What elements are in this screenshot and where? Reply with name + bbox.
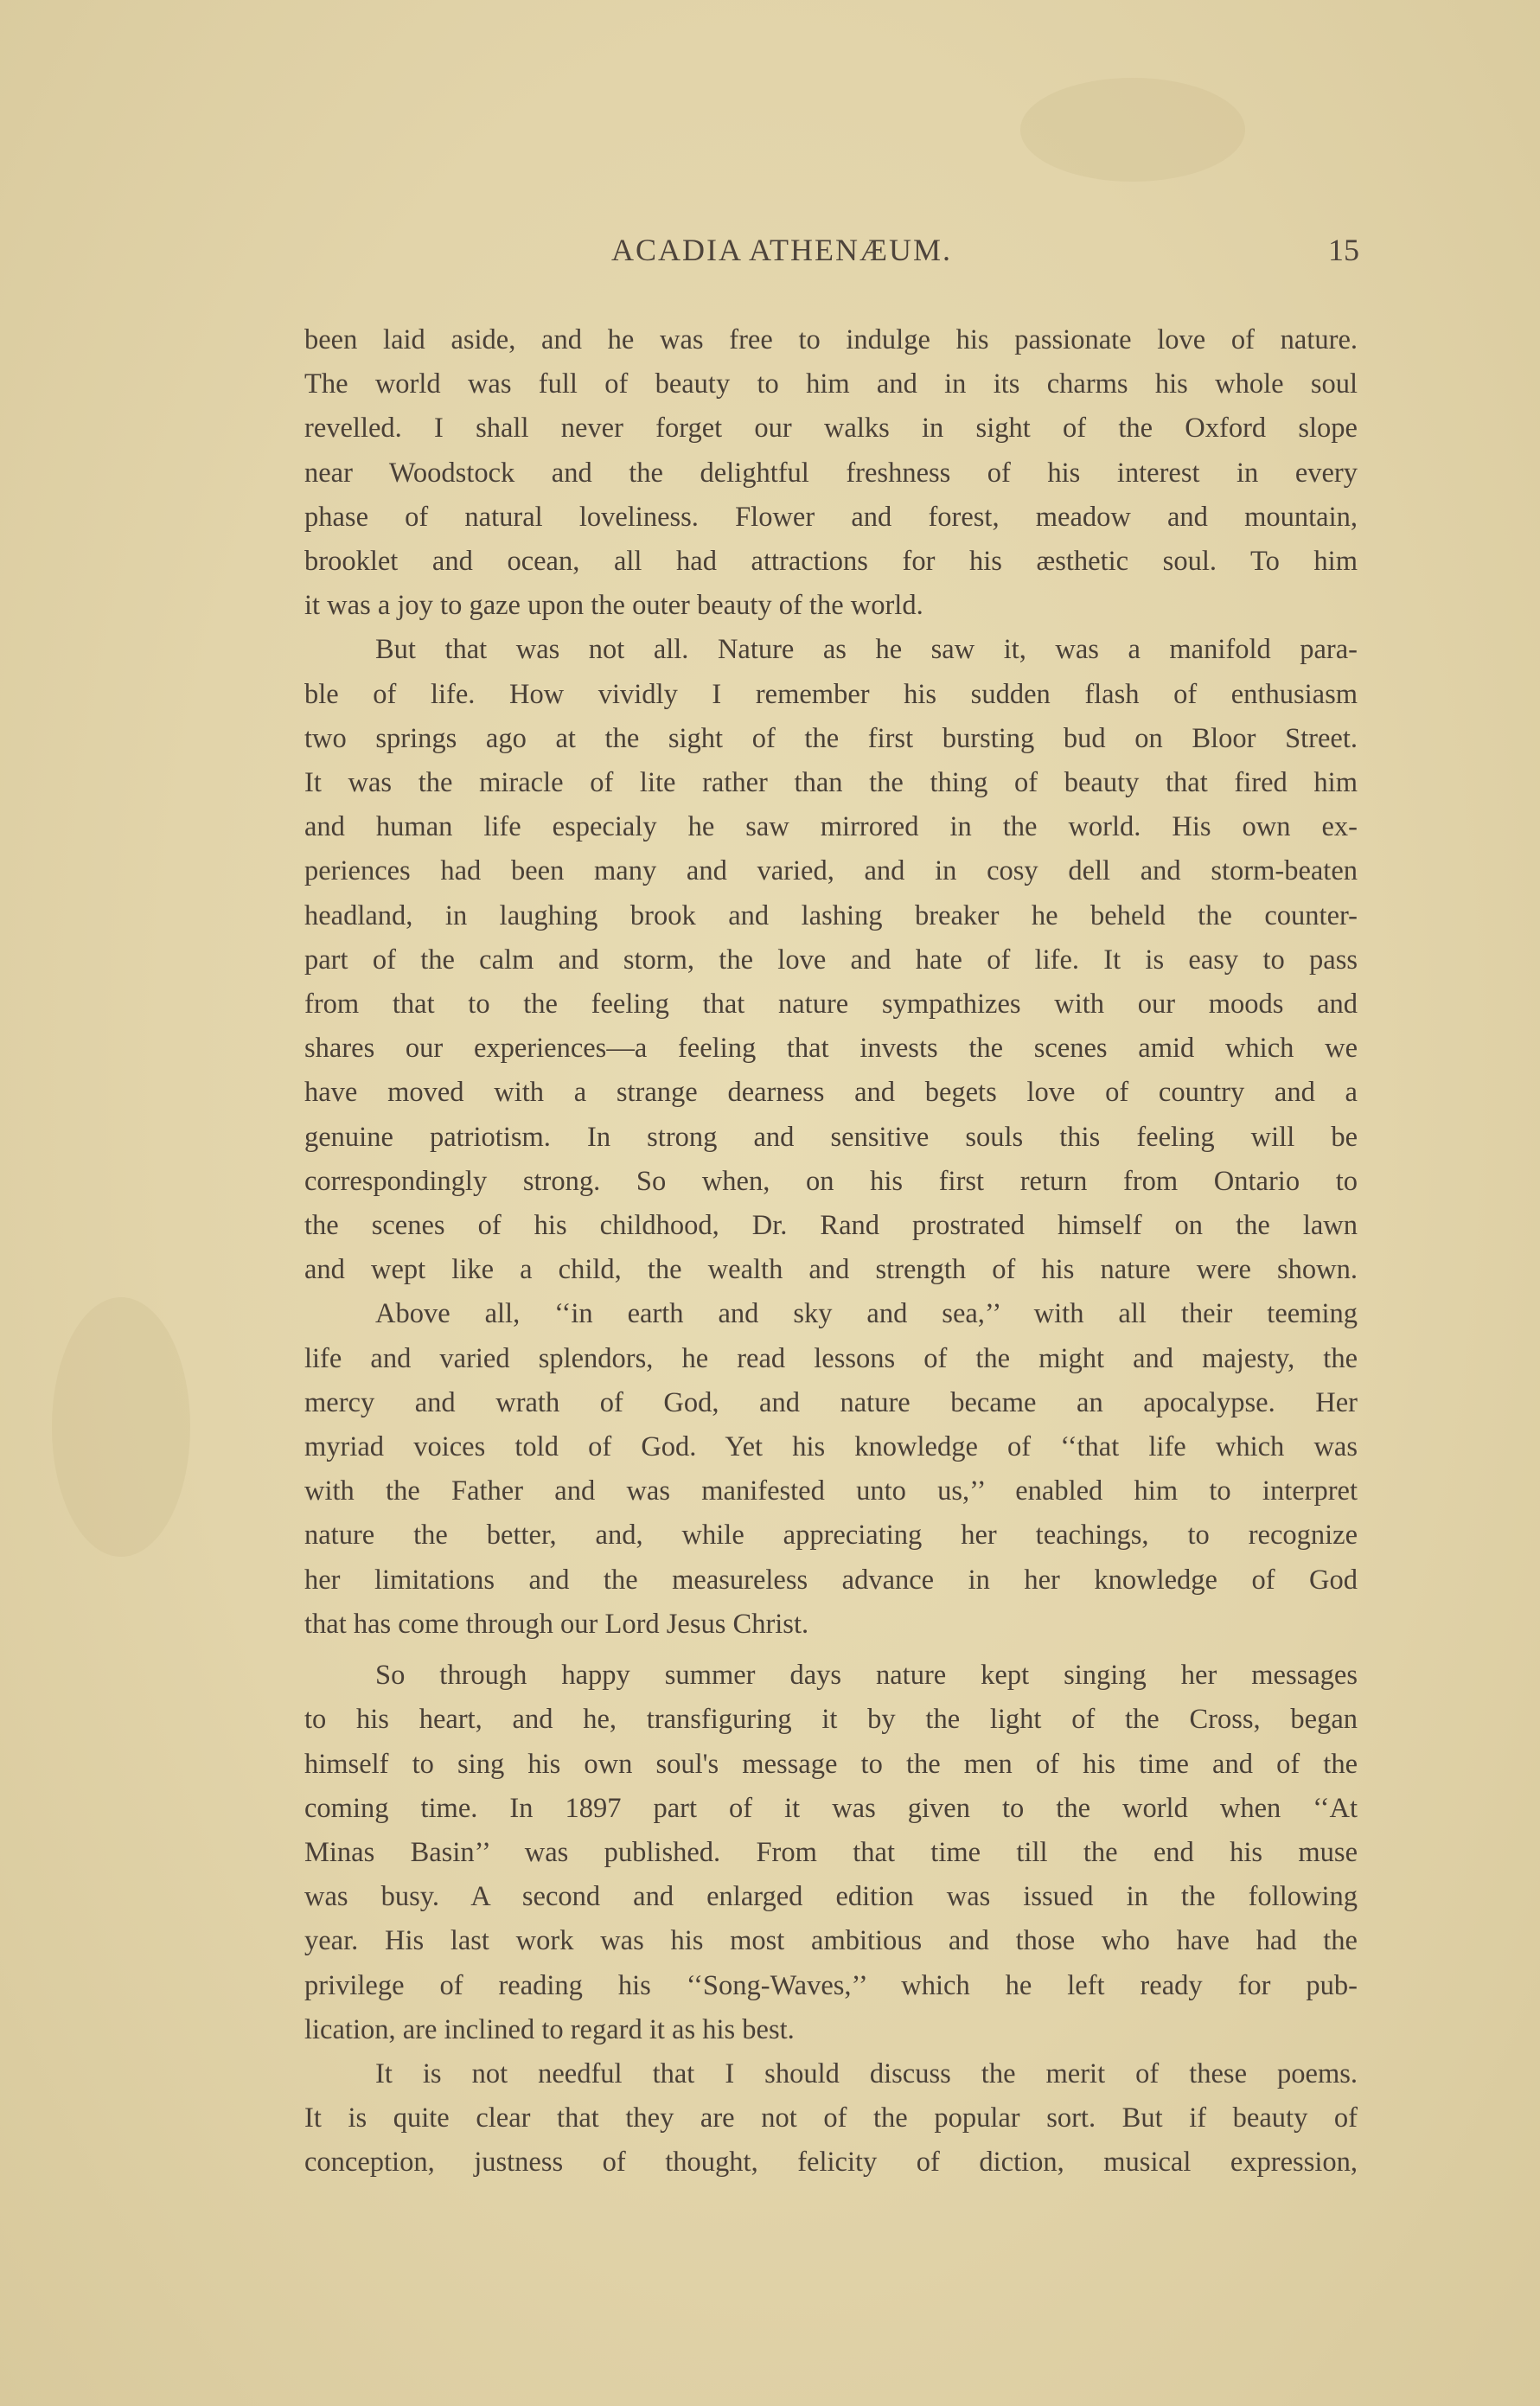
text-line: it was a joy to gaze upon the outer beauty of the world. [304, 590, 923, 622]
text-line: revelled. I shall never forget our walks in sight of the Oxford slope [304, 413, 1358, 445]
text-line: periences had been many and varied, and in cosy dell and storm-beaten [304, 855, 1358, 887]
text-line: near Woodstock and the delightful freshness of his interest in every [304, 457, 1358, 489]
text-line: It is not needful that I should discuss the merit of these poems. [375, 2057, 1358, 2089]
running-head [304, 232, 1359, 275]
paragraph [304, 2052, 1358, 2185]
text-line: and human life especialy he saw mirrored in the world. His own ex- [304, 811, 1358, 843]
text-line: with the Father and was manifested unto us,’’ enabled him to interpret [304, 1475, 1358, 1507]
text-line: from that to the feeling that nature sympathizes with our moods and [304, 989, 1358, 1021]
text-line: life and varied splendors, he read lessons of the might and majesty, the [304, 1342, 1358, 1374]
page-number: 15 [1328, 233, 1359, 267]
paragraph [304, 1292, 1358, 1647]
text-line: lication, are inclined to regard it as his best. [304, 2013, 795, 2045]
text-line: brooklet and ocean, all had attractions for his æsthetic soul. To him [304, 546, 1358, 578]
text-line: her limitations and the measureless advance in her knowledge of God [304, 1564, 1358, 1596]
text-line: correspondingly strong. So when, on his first return from Ontario to [304, 1165, 1358, 1197]
text-line: conception, justness of thought, felicity of diction, musical expression, [304, 2147, 1358, 2179]
body-text [304, 318, 1358, 2185]
text-line: So through happy summer days nature kept singing her messages [375, 1660, 1358, 1692]
text-line: privilege of reading his ‘‘Song-Waves,’’ which he left ready for pub- [304, 1969, 1358, 2001]
paragraph [304, 1654, 1358, 2052]
paper-stain [52, 1297, 190, 1557]
text-line: have moved with a strange dearness and begets love of country and a [304, 1077, 1358, 1109]
text-line: and wept like a child, the wealth and strength of his nature were shown. [304, 1254, 1358, 1286]
paragraph [304, 318, 1358, 628]
text-line: two springs ago at the sight of the first bursting bud on Bloor Street. [304, 722, 1358, 754]
paragraph-gap [304, 1647, 1358, 1654]
text-line: that has come through our Lord Jesus Christ. [304, 1608, 809, 1640]
text-line: headland, in laughing brook and lashing breaker he beheld the counter- [304, 899, 1358, 931]
text-line: shares our experiences—a feeling that invests the scenes amid which we [304, 1033, 1358, 1065]
text-line: himself to sing his own soul's message to the men of his time and of the [304, 1748, 1358, 1780]
paper-stain [1020, 78, 1245, 182]
text-line: coming time. In 1897 part of it was given to the world when ‘‘At [304, 1792, 1358, 1824]
text-line: year. His last work was his most ambitious and those who have had the [304, 1925, 1358, 1957]
text-line: nature the better, and, while appreciating her teachings, to recognize [304, 1520, 1358, 1552]
text-line: been laid aside, and he was free to indulge his passionate love of nature. [304, 324, 1358, 355]
paragraph [304, 628, 1358, 1292]
text-line: phase of natural loveliness. Flower and forest, meadow and mountain, [304, 501, 1358, 533]
text-line: the scenes of his childhood, Dr. Rand prostrated himself on the lawn [304, 1210, 1358, 1242]
text-line: Above all, ‘‘in earth and sky and sea,’’ with all their teeming [375, 1298, 1358, 1330]
text-line: genuine patriotism. In strong and sensitive souls this feeling will be [304, 1121, 1358, 1153]
text-line: myriad voices told of God. Yet his knowledge of ‘‘that life which was [304, 1431, 1358, 1463]
running-title: ACADIA ATHENÆUM. [611, 233, 953, 267]
text-line: Minas Basin’’ was published. From that time till the end his muse [304, 1836, 1358, 1868]
text-line: It was the miracle of lite rather than the thing of beauty that fired him [304, 767, 1358, 799]
text-line: The world was full of beauty to him and in its charms his whole soul [304, 368, 1358, 400]
text-line: part of the calm and storm, the love and hate of life. It is easy to pass [304, 944, 1358, 976]
text-line: ble of life. How vividly I remember his sudden flash of enthusiasm [304, 678, 1358, 710]
text-line: to his heart, and he, transfiguring it by the light of the Cross, began [304, 1704, 1358, 1736]
text-line: was busy. A second and enlarged edition was issued in the following [304, 1881, 1358, 1913]
text-line: It is quite clear that they are not of the popular sort. But if beauty of [304, 2102, 1358, 2134]
text-line: But that was not all. Nature as he saw it, was a manifold para- [375, 634, 1358, 666]
text-line: mercy and wrath of God, and nature became an apocalypse. Her [304, 1386, 1358, 1418]
